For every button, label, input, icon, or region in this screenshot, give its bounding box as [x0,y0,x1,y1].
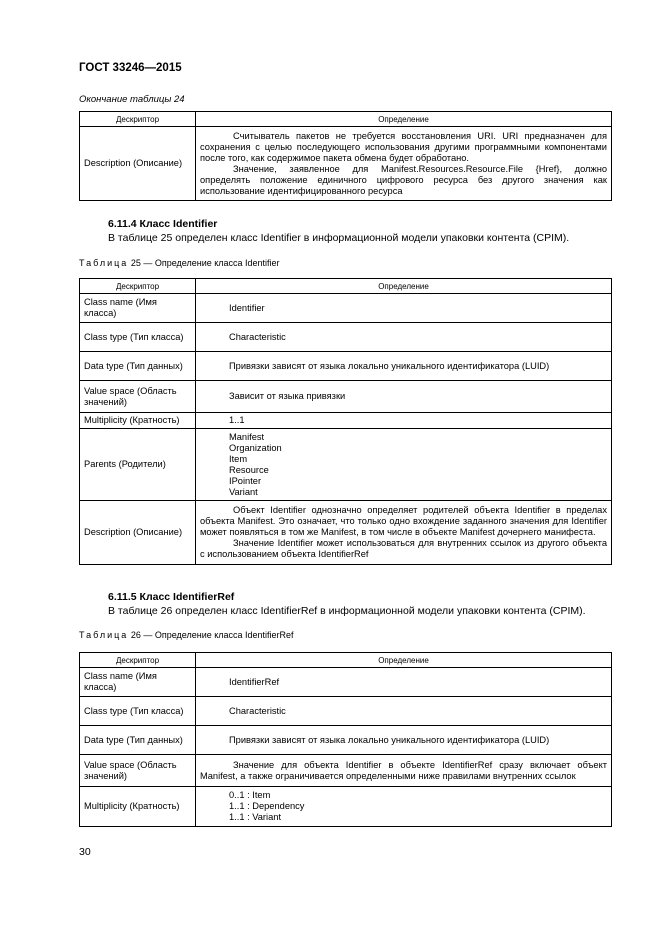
list-item: IPointer [229,475,262,486]
row-label: Class name (Имя класса) [80,294,196,323]
table-row [80,755,612,787]
list-item: Manifest [229,431,265,442]
table25-caption-label: Таблица [79,258,129,268]
table26-caption [79,630,294,640]
row-label: Value space (Область значений) [80,381,196,413]
list-item: 1..1 : Variant [229,812,282,822]
description-cell [196,127,612,201]
column-header-definition: Определение [196,112,612,127]
table26-caption-label: Таблица [79,630,129,640]
table-row [80,429,612,501]
table-row [80,697,612,726]
row-label: Multiplicity (Кратность) [80,413,196,429]
row-label: Data type (Тип данных) [80,726,196,755]
row-label: Class type (Тип класса) [80,697,196,726]
row-label: Class name (Имя класса) [80,668,196,697]
table-row [80,726,612,755]
table24-caption: Окончание таблицы 24 [79,94,185,105]
row-value: Characteristic [196,697,612,726]
column-header-definition: Определение [196,279,612,294]
description-cell [196,501,612,565]
section-text-6-11-4: В таблице 25 определен класс Identifier в информационной модели упаковки контента (CPIM). [108,232,570,244]
description-paragraph: Значение, заявленное для Manifest.Resources.Resource.File {Href}, должно определять положение единичного цифрового ресурса без другого значения как использование идентифицированного ресурса [200,163,607,196]
row-label: Class type (Тип класса) [80,323,196,352]
row-label-description: Description (Описание) [80,127,196,201]
table-24 [79,111,612,201]
value-space-paragraph: Значение для объекта Identifier в объекте IdentifierRef сразу включает объект Manifest, а также ограничивается определенными ниже правилами внутренних ссылок [200,759,607,781]
table-25 [79,278,612,565]
row-label: Parents (Родители) [80,429,196,501]
row-label: Data type (Тип данных) [80,352,196,381]
section-heading-6-11-4: 6.11.4 Класс Identifier [108,218,218,230]
row-value: Привязки зависят от языка локально уникального идентификатора (LUID) [196,726,612,755]
column-header-definition: Определение [196,653,612,668]
table-row [80,352,612,381]
table-row [80,413,612,429]
multiplicity-list [196,787,612,827]
table25-caption-title: 25 — Определение класса Identifier [130,258,280,268]
list-item: 0..1 : Item [229,790,271,800]
row-value: IdentifierRef [196,668,612,697]
table25-caption [79,258,280,268]
list-item: 1..1 : Dependency [229,801,305,811]
table-row [80,381,612,413]
parents-list [196,429,612,501]
table-row [80,787,612,827]
column-header-descriptor: Дескриптор [80,653,196,668]
description-paragraph: Значение Identifier может использоваться для внутренних ссылок из другого объекта с использованием объекта IdentifierRef [200,538,607,559]
table-row [80,668,612,697]
list-item: Variant [229,486,258,497]
description-paragraph: Считыватель пакетов не требуется восстановления URI. URI предназначен для сохранения с целью последующего использования другими программными компонентами после того, как содержимое пакета обмена будет обработано. [200,130,607,163]
row-label: Value space (Область значений) [80,755,196,787]
page-number: 30 [79,846,91,858]
table-row [80,501,612,565]
row-value: Identifier [196,294,612,323]
section-text-6-11-5: В таблице 26 определен класс IdentifierRef в информационной модели упаковки контента (CPIM). [108,605,586,617]
row-value: Зависит от языка привязки [196,381,612,413]
table26-caption-title: 26 — Определение класса IdentifierRef [130,630,294,640]
table-row [80,323,612,352]
table-26 [79,652,612,827]
list-item: Item [229,453,248,464]
row-value [196,755,612,787]
document-header: ГОСТ 33246—2015 [79,62,182,74]
list-item: Organization [229,442,282,453]
description-paragraph: Объект Identifier однозначно определяет родителей объекта Identifier в пределах объекта Manifest. Это означает, что только одно вхождение заданного значения для Identifier может появляться в том же Manifest, в том числе в объекте Manifest дочернего манифеста. [200,505,607,537]
section-heading-6-11-5: 6.11.5 Класс IdentifierRef [108,591,235,603]
row-label: Description (Описание) [80,501,196,565]
list-item: Resource [229,464,269,475]
column-header-descriptor: Дескриптор [80,112,196,127]
row-value: Привязки зависят от языка локально уникального идентификатора (LUID) [196,352,612,381]
column-header-descriptor: Дескриптор [80,279,196,294]
row-value: 1..1 [196,413,612,429]
row-label: Multiplicity (Кратность) [80,787,196,827]
row-value: Characteristic [196,323,612,352]
table-row [80,294,612,323]
